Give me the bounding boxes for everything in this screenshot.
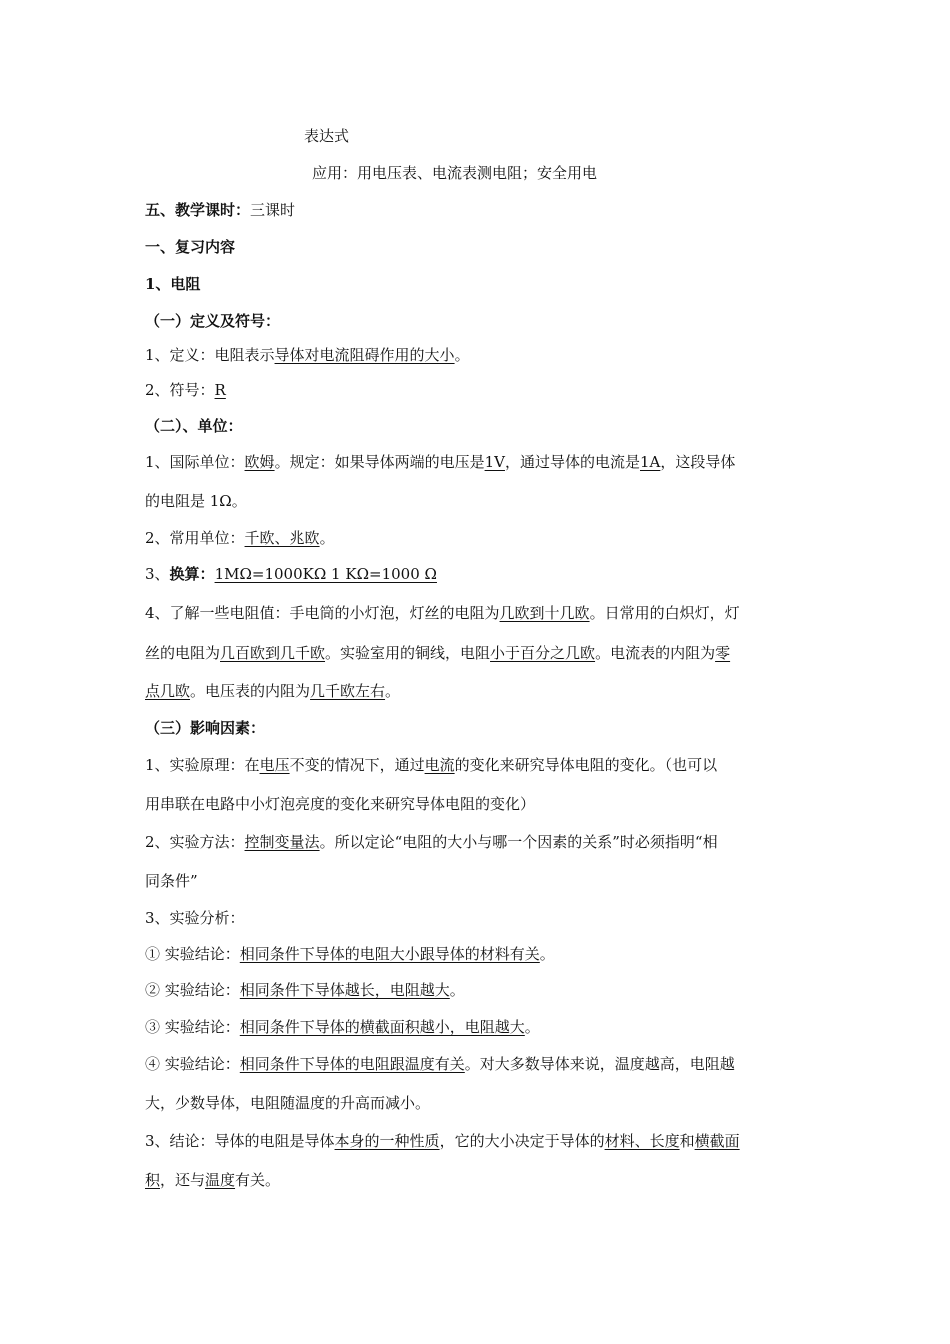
underlined-answer: 导体对电流阻碍作用的大小 [274,346,455,364]
definition-heading: （一）定义及符号： [145,312,281,330]
summary-line [145,1131,740,1151]
text: 1、国际单位： [145,453,245,471]
section-5-value: 三课时 [250,201,296,219]
underlined-answer: 千欧、兆欧 [244,529,320,547]
section-5-class-hours [145,200,295,220]
conclusion-2 [145,980,465,1000]
text: ② 实验结论： [145,981,240,999]
section-5-label: 五、教学课时： [145,201,251,219]
text: 。 [539,945,555,963]
unit-line-1 [145,452,735,472]
unit-line-2 [145,528,335,548]
text: 1、实验原理： [145,756,245,774]
application-line: 应用：用电压表、电流表测电阻；安全用电 [312,164,598,182]
summary-line-b [145,1170,280,1190]
symbol-line [145,380,226,400]
conclusion-1 [145,944,555,964]
underlined-answer: 1A [639,453,661,471]
text: 。日常用的白炽灯，灯 [589,604,740,622]
underlined-answer: 相同条件下导体的电阻大小跟导体的材料有关 [239,945,540,963]
text: 不变的情况下，通过 [289,756,425,774]
conclusion-4b: 大，少数导体，电阻随温度的升高而减小。 [145,1094,431,1112]
underlined-answer: 相同条件下导体越长，电阻越大 [239,981,450,999]
underlined-answer: R [214,381,226,399]
text: 2、实验方法： [145,833,245,851]
expression-label: 表达式 [304,127,350,145]
unit-line-3 [145,564,437,584]
text: 。电流表的内阻为 [595,644,716,662]
underlined-answer: 1V [484,453,505,471]
text: 3、 [145,565,170,583]
underlined-answer: 几欧到十几欧 [499,604,590,622]
text: ，这段导体 [660,453,736,471]
unit-line-4b [145,643,730,663]
text: 丝的电阻为 [145,644,221,662]
analysis-heading: 3、实验分析： [145,909,245,927]
underlined-answer: 点几欧 [145,682,191,700]
text: 。 [385,682,401,700]
factor-line-1b: 用串联在电路中小灯泡亮度的变化来研究导体电阻的变化） [145,795,536,813]
conclusion-4 [145,1054,735,1074]
underlined-answer: 几百欧到几千欧 [220,644,326,662]
text: 在 [244,756,260,774]
text: 和 [679,1132,695,1150]
underlined-answer: 相同条件下导体的电阻跟温度有关 [239,1055,465,1073]
underlined-answer: 相同条件下导体的横截面积越小，电阻越大 [239,1018,525,1036]
underlined-answer: 1MΩ=1000KΩ 1 KΩ=1000 Ω [214,565,437,583]
review-heading: 一、复习内容 [145,238,236,256]
text: 。 [319,529,335,547]
factor-heading: （三）影响因素： [145,719,266,737]
text: 。实验室用的铜线，电阻 [325,644,491,662]
text: 。电压表的内阻为 [190,682,311,700]
definition-line [145,345,470,365]
text: 2、常用单位： [145,529,245,547]
underlined-answer: 几千欧左右 [310,682,386,700]
underlined-answer: 电压 [259,756,290,774]
text: 。对大多数导体来说，温度越高，电阻越 [464,1055,735,1073]
text: 。 [449,981,465,999]
resistance-heading: 1、电阻 [145,275,201,293]
underlined-answer: 材料、长度 [604,1132,680,1150]
underlined-answer: 积 [145,1171,161,1189]
underlined-answer: 零 [715,644,731,662]
text: ④ 实验结论： [145,1055,240,1073]
text: ① 实验结论： [145,945,240,963]
unit-line-4c [145,681,400,701]
text: 。规定：如果导体两端的电压是 [274,453,485,471]
underlined-answer: 本身的一种性质 [334,1132,440,1150]
text: 4、了解一些电阻值：手电筒的小灯泡，灯丝的电阻为 [145,604,500,622]
unit-line-4 [145,603,740,623]
text: ，还与 [160,1171,206,1189]
underlined-answer: 温度 [205,1171,236,1189]
text: ，它的大小决定于导体的 [439,1132,605,1150]
underlined-answer: 欧姆 [244,453,275,471]
text: 有关。 [235,1171,281,1189]
underlined-answer: 控制变量法 [244,833,320,851]
text: 。 [454,346,470,364]
bold-text: 换算： [169,565,215,583]
text: 3、结论：导体的电阻是导体 [145,1132,335,1150]
text: 的变化来研 [454,756,530,774]
underlined-answer: 电流 [424,756,455,774]
text: 。 [524,1018,540,1036]
text: 2、符号： [145,381,215,399]
factor-line-1 [145,755,717,775]
unit-heading: （二）、单位： [145,417,243,435]
underlined-answer: 横截面 [694,1132,740,1150]
factor-line-2b: 同条件” [145,872,198,890]
text: ，通过导体的电流是 [504,453,640,471]
text: 1、定义：电阻表示 [145,346,275,364]
text: 究导体电阻的变化。（也可以 [529,756,718,774]
factor-line-2 [145,832,718,852]
unit-line-1b: 的电阻是 1Ω。 [145,492,247,510]
underlined-answer: 小于百分之几欧 [490,644,596,662]
text: ③ 实验结论： [145,1018,240,1036]
text: 。所以定论“电阻的大小与哪一个因素的关系”时必须指明“相 [319,833,718,851]
conclusion-3 [145,1017,540,1037]
